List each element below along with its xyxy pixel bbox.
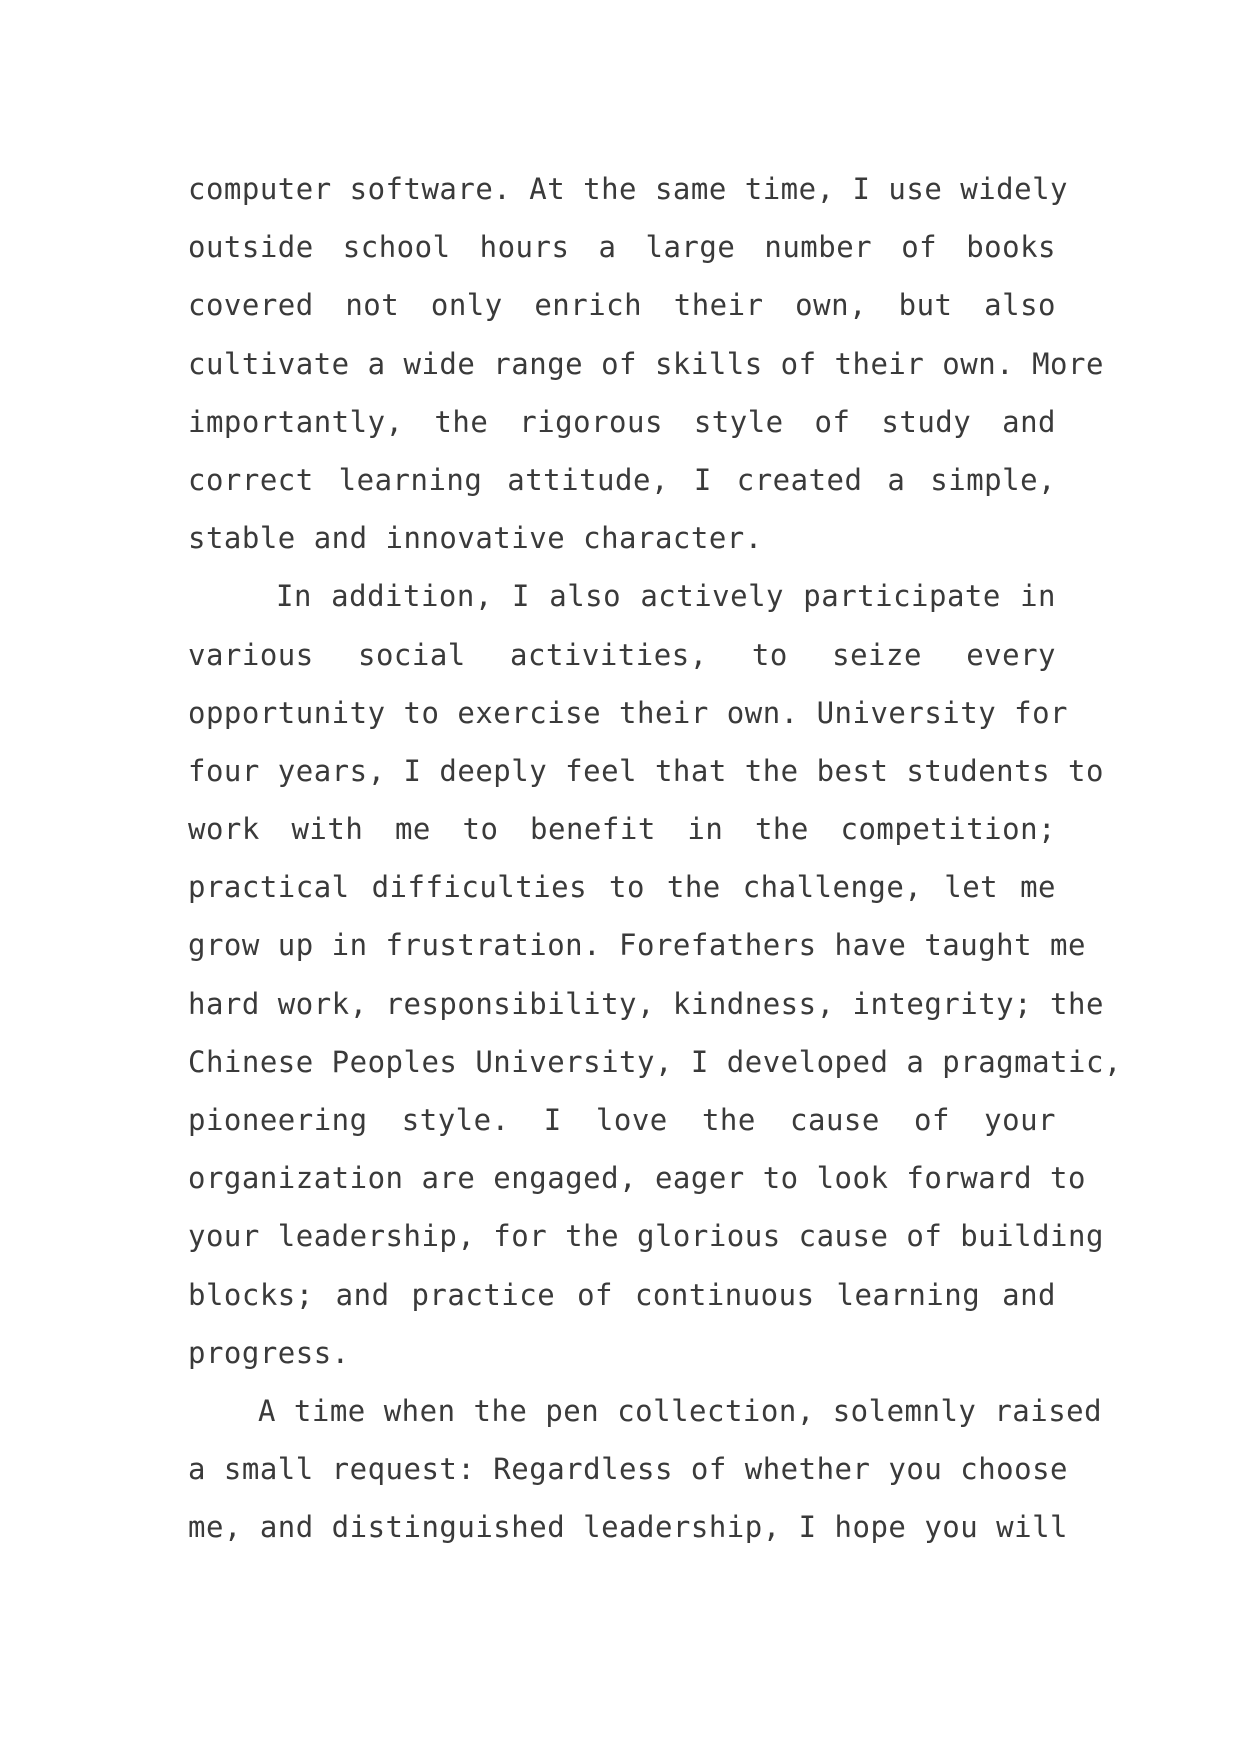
text-line: a small request: Regardless of whether you choose xyxy=(188,1452,1069,1487)
text-line: your leadership, for the glorious cause of building xyxy=(188,1219,1104,1254)
text-line: various social activities, to seize every xyxy=(188,637,1056,672)
text-line: organization are engaged, eager to look forward to xyxy=(188,1161,1086,1196)
text-line: computer software. At the same time, I use widely xyxy=(188,172,1069,206)
paragraph-start-line: A time when the pen collection, solemnly raised xyxy=(258,1393,1103,1428)
text-line: outside school hours a large number of books xyxy=(188,230,1056,265)
text-line: practical difficulties to the challenge, let me xyxy=(188,870,1056,905)
text-line: opportunity to exercise their own. University for xyxy=(188,695,1069,730)
text-line: hard work, responsibility, kindness, integrity; the xyxy=(188,986,1104,1021)
text-line: work with me to benefit in the competition; xyxy=(188,812,1056,847)
text-line: importantly, the rigorous style of study and xyxy=(188,404,1056,439)
text-line: correct learning attitude, I created a simple, xyxy=(188,462,1056,497)
text-line: me, and distinguished leadership, I hope you will xyxy=(188,1510,1069,1545)
text-line: blocks; and practice of continuous learning and xyxy=(188,1277,1056,1312)
text-line: stable and innovative character. xyxy=(188,521,763,556)
text-line: covered not only enrich their own, but also xyxy=(188,288,1056,323)
text-line: pioneering style. I love the cause of your xyxy=(188,1103,1056,1137)
text-line: grow up in frustration. Forefathers have taught me xyxy=(188,928,1086,963)
text-line: Chinese Peoples University, I developed a pragmatic, xyxy=(188,1044,1122,1079)
text-line: progress. xyxy=(188,1335,350,1370)
text-line: cultivate a wide range of skills of their own. More xyxy=(188,346,1104,381)
text-line: four years, I deeply feel that the best students to xyxy=(188,753,1104,788)
body-text xyxy=(188,160,1122,1557)
paragraph-start-line: In addition, I also actively participate in xyxy=(276,579,1056,614)
